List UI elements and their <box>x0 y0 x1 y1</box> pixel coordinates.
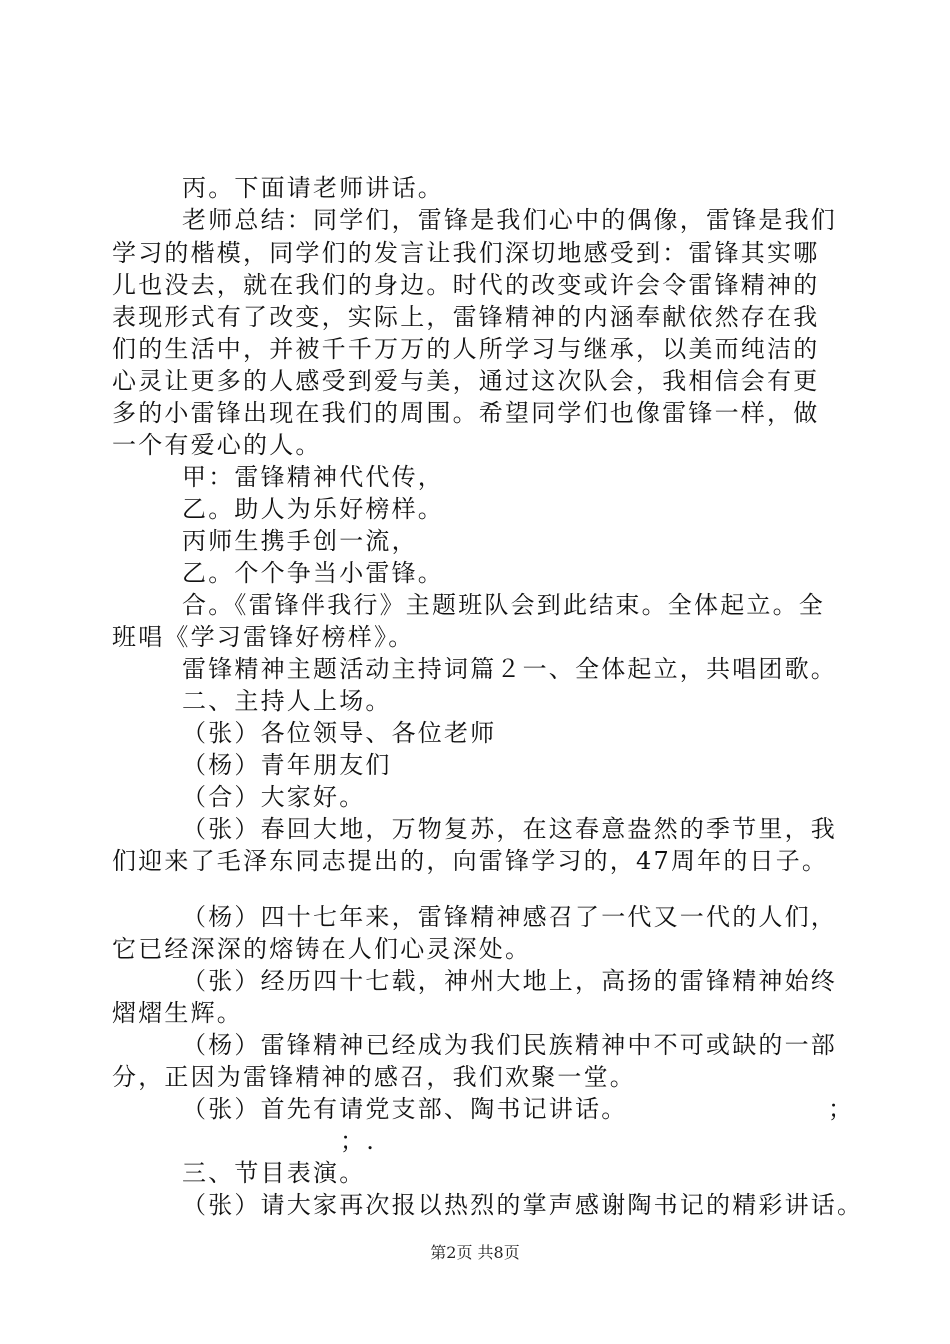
text-line: 二、主持人上场。 <box>182 687 392 715</box>
text-line: 分，正因为雷锋精神的感召，我们欢聚一堂。 <box>112 1063 636 1091</box>
text-line: 班唱《学习雷锋好榜样》。 <box>112 623 415 651</box>
text-line: （杨）青年朋友们 <box>182 751 392 779</box>
text-line: 们的生活中，并被千千万万的人所学习与继承，以美而纯洁的 <box>112 335 820 363</box>
text-line: 三、节目表演。 <box>182 1159 366 1187</box>
text-line: 熠熠生辉。 <box>112 999 243 1027</box>
text-line: 老师总结：同学们，雷锋是我们心中的偶像，雷锋是我们 <box>182 206 837 234</box>
text-line: ； <box>828 1095 855 1123</box>
text-line: （张）春回大地，万物复苏，在这春意盎然的季节里，我 <box>182 815 837 843</box>
text-line: 甲：雷锋精神代代传， <box>182 463 444 491</box>
text-line: （杨）雷锋精神已经成为我们民族精神中不可或缺的一部 <box>182 1031 837 1059</box>
text-line: （张）首先有请党支部、陶书记讲话。 <box>182 1095 628 1123</box>
text-line: 一个有爱心的人。 <box>112 431 322 459</box>
page-number: 第2页 共8页 <box>430 1243 520 1262</box>
text-line: （张）各位领导、各位老师 <box>182 719 497 747</box>
text-line: 儿也没去，就在我们的身边。时代的改变或许会令雷锋精神的 <box>112 271 820 299</box>
text-line: （合）大家好。 <box>182 783 366 811</box>
text-line: （张）经历四十七载，神州大地上，高扬的雷锋精神始终 <box>182 967 837 995</box>
text-line: 学习的楷模，同学们的发言让我们深切地感受到：雷锋其实哪 <box>112 239 820 267</box>
text-line: 雷锋精神主题活动主持词篇２一、全体起立，共唱团歌。 <box>182 655 837 683</box>
text-line: 丙。下面请老师讲话。 <box>182 174 444 202</box>
text-line: 它已经深深的熔铸在人们心灵深处。 <box>112 935 532 963</box>
text-line: ；. <box>340 1127 377 1155</box>
text-line: 们迎来了毛泽东同志提出的，向雷锋学习的，47周年的日子。 <box>112 847 829 875</box>
text-line: 丙师生携手创一流， <box>182 527 418 555</box>
text-line: （杨）四十七年来，雷锋精神感召了一代又一代的人们， <box>182 903 837 931</box>
text-line: 合。《雷锋伴我行》主题班队会到此结束。全体起立。全 <box>182 591 825 619</box>
text-line: 心灵让更多的人感受到爱与美，通过这次队会，我相信会有更 <box>112 367 820 395</box>
text-line: 乙。助人为乐好榜样。 <box>182 495 444 523</box>
text-line: 表现形式有了改变，实际上，雷锋精神的内涵奉献依然存在我 <box>112 303 820 331</box>
text-line: 多的小雷锋出现在我们的周围。希望同学们也像雷锋一样，做 <box>112 399 820 427</box>
text-line: 乙。个个争当小雷锋。 <box>182 559 444 587</box>
text-line: （张）请大家再次报以热烈的掌声感谢陶书记的精彩讲话。 <box>182 1191 864 1219</box>
